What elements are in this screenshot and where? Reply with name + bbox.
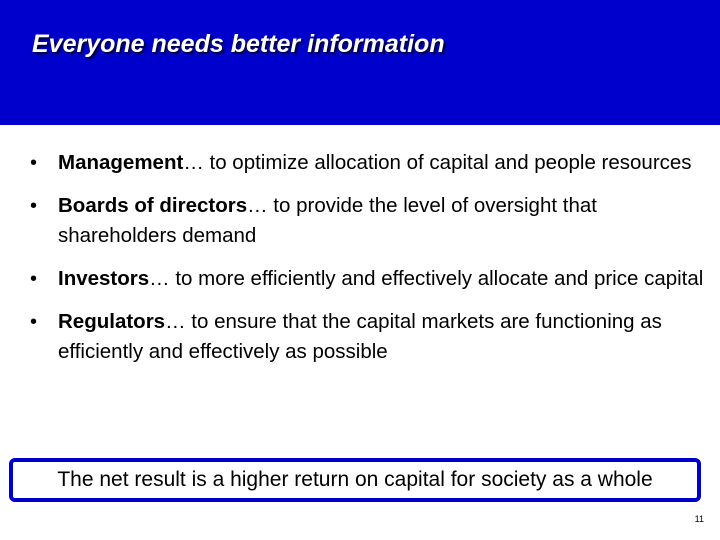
bullet-description: … to ensure that the capital markets are functioning as efficiently and effectively as possible xyxy=(58,310,662,363)
bullet-item xyxy=(30,264,710,294)
bullet-term: Regulators xyxy=(58,310,166,333)
bullet-list xyxy=(30,148,710,380)
page-number: 11 xyxy=(694,514,704,524)
bullet-icon: • xyxy=(30,195,38,217)
bullet-description: … to more efficiently and effectively allocate and price capital xyxy=(149,267,704,290)
bullet-term: Investors xyxy=(58,267,150,290)
bullet-description: … to provide the level of oversight that shareholders demand xyxy=(58,194,597,247)
bullet-term: Boards of directors xyxy=(58,194,248,217)
conclusion-box xyxy=(9,458,701,502)
bullet-icon: • xyxy=(30,268,38,290)
title-bar xyxy=(0,0,720,125)
bullet-item xyxy=(30,148,710,178)
conclusion-text: The net result is a higher return on capital for society as a whole xyxy=(57,468,653,491)
bullet-item xyxy=(30,307,710,367)
bullet-term: Management xyxy=(58,151,184,174)
bullet-icon: • xyxy=(30,311,38,333)
slide-title: Everyone needs better information xyxy=(32,30,445,58)
bullet-item xyxy=(30,191,710,251)
bullet-description: … to optimize allocation of capital and people resources xyxy=(183,151,692,174)
bullet-icon: • xyxy=(30,152,38,174)
